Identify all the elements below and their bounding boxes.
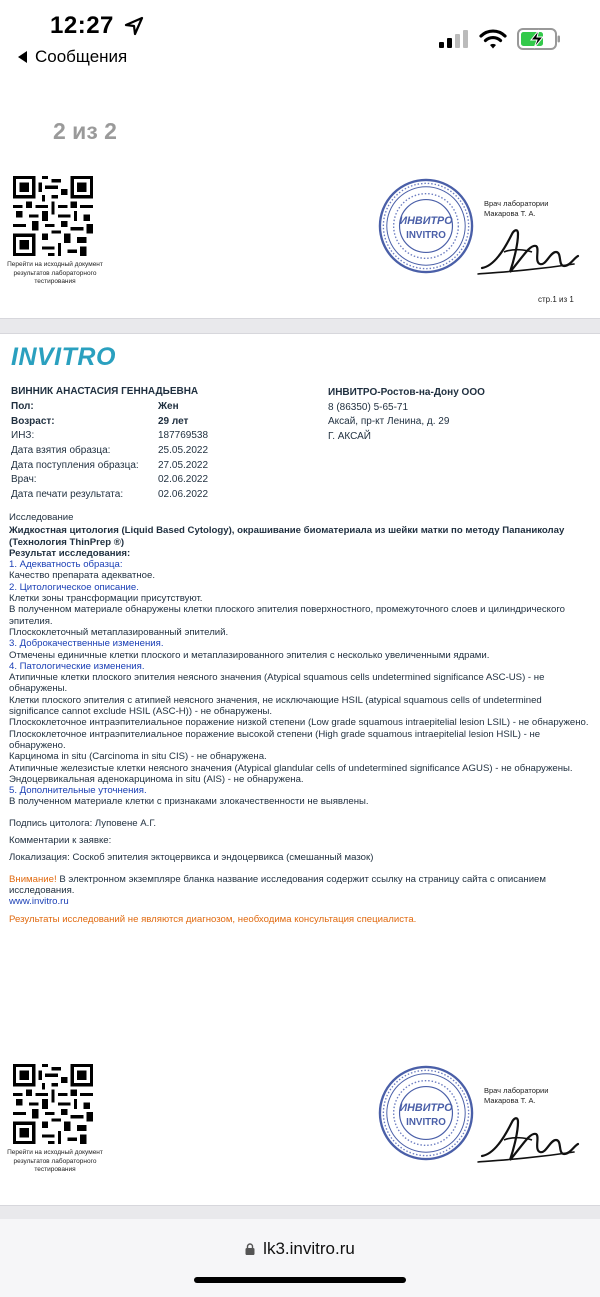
report-line: Отмечены единичные клетки плоского и метаплазированного эпителия с несколько увеличенными ядрами. (9, 649, 490, 661)
page-number: стр.1 из 1 (538, 295, 574, 304)
field-row-sample-date (11, 445, 311, 460)
report-body (9, 512, 594, 925)
field-value: 29 лет (158, 415, 189, 427)
study-title-link[interactable]: Жидкостная цитология (Liquid Based Cytology), окрашивание биоматериала из шейки матки по методу Папаниколау (Технология ThinPrep ®) (9, 525, 565, 548)
report-line: Плоскоклеточное интраэпителиальное поражение низкой степени (Low grade squamous intraepitelial lesion LSIL) - не обнаружено. (9, 717, 589, 729)
field-label: Пол: (11, 401, 34, 412)
patient-name: ВИННИК АНАСТАСИЯ ГЕННАДЬЕВНА (11, 386, 199, 397)
wifi-icon (479, 28, 507, 50)
disclaimer: Результаты исследований не являются диагнозом, необходима консультация специалиста. (9, 913, 417, 925)
report-line: Атипичные клетки плоского эпителия неясного значения (Atypical squamous cells undetermined significance ASC-US) - не обнаружены. (9, 672, 545, 695)
report-line: Клетки зоны трансформации присутствуют. (9, 593, 203, 605)
signature-icon (474, 222, 584, 282)
lab-info (328, 386, 485, 444)
invitro-logo: INVITRO (11, 343, 116, 371)
stamp-text: ИНВИТРО (399, 1102, 453, 1115)
field-value: 27.05.2022 (158, 459, 209, 471)
localization: Локализация: Соскоб эпителия эктоцервикса и эндоцервикса (смешанный мазок) (9, 852, 374, 864)
field-label: Дата поступления образца: (11, 459, 139, 471)
lab-phone: 8 (86350) 5-65-71 (328, 401, 409, 413)
report-line: Плоскоклеточное интраэпителиальное поражение высокой степени (High grade squamous intraepitelial lesion HSIL) - не обнаружено. (9, 728, 541, 751)
field-value: 02.06.2022 (158, 489, 209, 501)
report-line: В полученном материале клетки с признаками злокачественности не выявлены. (9, 796, 369, 808)
section-title: 3. Доброкачественные изменения. (9, 638, 164, 650)
field-label: Дата взятия образца: (11, 445, 111, 457)
lab-address: Аксай, пр-кт Ленина, д. 29 (328, 416, 450, 427)
report-line: Плоскоклеточный метаплазированный эпителий. (9, 626, 229, 638)
battery-charging-icon (517, 28, 561, 50)
report-line: В полученном материале обнаружены клетки плоского эпителия поверхностного, промежуточного слоев и цилиндрического эпителия. (9, 604, 565, 627)
warning-note (9, 874, 594, 897)
page-indicator: 2 из 2 (53, 118, 117, 144)
field-value: 25.05.2022 (158, 445, 209, 457)
field-row-received-date (11, 460, 311, 475)
stamp-text: ИНВИТРО (399, 215, 453, 228)
page-separator (0, 1205, 600, 1220)
stamp-icon (377, 1064, 475, 1162)
stamp-text-latin: INVITRO (406, 1116, 446, 1128)
doctor-block (484, 199, 548, 219)
doctor-block (484, 1086, 548, 1106)
location-arrow-icon (124, 16, 144, 36)
qr-caption: Перейти на исходный документ результатов лабораторного тестирования (7, 261, 103, 285)
doctor-name: Макарова Т. А. (484, 209, 536, 218)
field-value: 187769538 (158, 430, 209, 442)
doctor-title: Врач лаборатории (484, 1086, 549, 1095)
back-link-label: Сообщения (35, 47, 128, 66)
site-link[interactable]: www.invitro.ru (9, 896, 69, 908)
url-text: lk3.invitro.ru (263, 1239, 355, 1258)
field-row-sex (11, 401, 311, 416)
page-separator (0, 318, 600, 334)
cytologist-signature: Подпись цитолога: Луповене А.Г. (9, 817, 157, 829)
field-row-print-date (11, 489, 311, 504)
back-to-messages-link[interactable] (18, 47, 127, 67)
field-value: Жен (158, 401, 179, 412)
report-line: Атипичные железистые клетки неясного значения (Atypical glandular cells of undetermined significance AGUS) - не обнаружены. (9, 762, 573, 774)
field-row-inz (11, 430, 311, 445)
field-row-age (11, 416, 311, 431)
field-row-doctor (11, 474, 311, 489)
doctor-name: Макарова Т. А. (484, 1096, 536, 1105)
stamp-icon (377, 177, 475, 275)
report-line: Качество препарата адекватное. (9, 570, 155, 582)
home-indicator[interactable] (194, 1277, 406, 1283)
qr-code-icon[interactable] (13, 176, 93, 256)
report-line: Эндоцервикальная аденокарцинома in situ (AIS) - не обнаружена. (9, 773, 304, 785)
field-label: Возраст: (11, 415, 55, 427)
browser-bar (0, 1219, 600, 1297)
qr-caption: Перейти на исходный документ результатов лабораторного тестирования (7, 1149, 103, 1173)
stamp-text-latin: INVITRO (406, 229, 446, 241)
field-label: Врач: (11, 474, 37, 486)
warning-label: Внимание! (9, 873, 57, 885)
status-bar (0, 0, 600, 76)
field-label: ИНЗ: (11, 430, 35, 442)
comments-label: Комментарии к заявке: (9, 835, 112, 847)
back-arrow-icon (18, 51, 27, 63)
clock: 12:27 (50, 12, 114, 39)
section-title: 4. Патологические изменения. (9, 660, 145, 672)
field-value: 02.06.2022 (158, 474, 209, 486)
cellular-signal-icon (439, 30, 469, 48)
result-label: Результат исследования: (9, 547, 131, 559)
study-label: Исследование (9, 512, 74, 523)
url-bar[interactable] (0, 1239, 600, 1259)
warning-text: В электронном экземпляре бланка название исследования содержит ссылку на страницу сайта с описанием исследования. (9, 873, 546, 896)
report-line: Клетки плоского эпителия с атипией неясного значения, не исключающие HSIL (atypical squamous cells of undetermined significance cannot exclude HSIL (ASC-H)) - не обнаружены. (9, 694, 542, 718)
section-title: 1. Адекватность образца: (9, 559, 123, 571)
lab-city: Г. АКСАЙ (328, 430, 371, 442)
field-label: Дата печати результата: (11, 489, 124, 501)
section-title: 5. Дополнительные уточнения. (9, 785, 147, 797)
doctor-title: Врач лаборатории (484, 199, 549, 208)
signature-icon (474, 1110, 584, 1170)
section-title: 2. Цитологическое описание. (9, 581, 139, 593)
patient-fields (11, 401, 311, 504)
report-line: Карцинома in situ (Carcinoma in situ CIS) - не обнаружена. (9, 751, 267, 763)
lab-name: ИНВИТРО-Ростов-на-Дону ООО (328, 387, 485, 398)
lock-icon (245, 1243, 255, 1255)
qr-code-icon[interactable] (13, 1064, 93, 1144)
